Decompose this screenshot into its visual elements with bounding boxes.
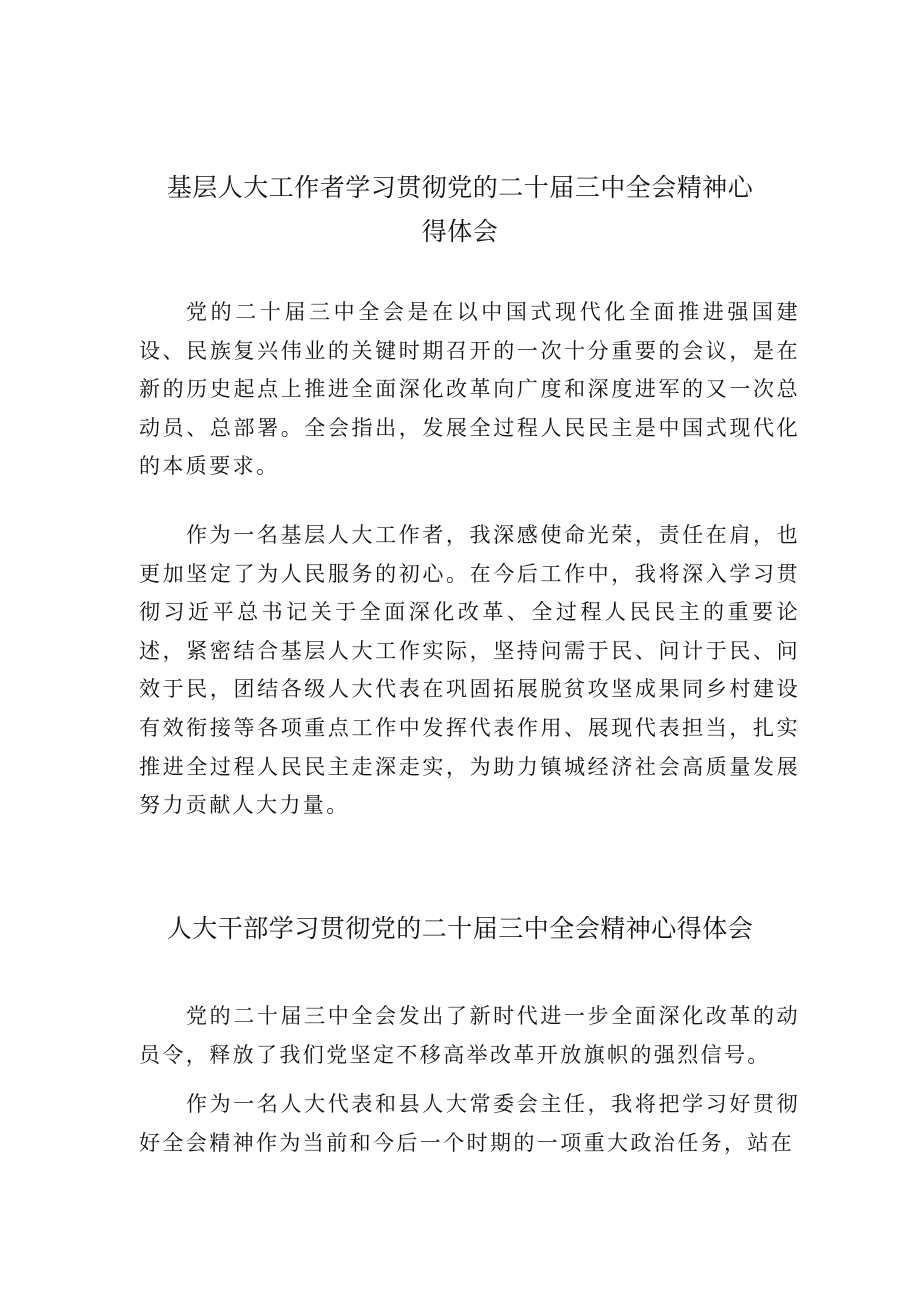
article-2-paragraph-1: 党的二十届三中全会发出了新时代进一步全面深化改革的动员令，释放了我们党坚定不移高举改革开放旗帜的强烈信号。	[139, 1004, 800, 1067]
article-1-paragraph-2: 作为一名基层人大工作者，我深感使命光荣，责任在肩，也更加坚定了为人民服务的初心。在今后工作中，我将深入学习贯彻习近平总书记关于全面深化改革、全过程人民民主的重要论述，紧密结合基层人大工作实际，坚持问需于民、问计于民、问效于民，团结各级人大代表在巩固拓展脱贫攻坚成果同乡村建设有效衔接等各项重点工作中发挥代表作用、展现代表担当，扎实推进全过程人民民主走深走实，为助力镇城经济社会高质量发展努力贡献人大力量。	[139, 523, 800, 818]
article-1-title	[0, 166, 920, 254]
article-2-title: 人大干部学习贯彻党的二十届三中全会精神心得体会	[166, 914, 754, 943]
article-1-paragraph-1: 党的二十届三中全会是在以中国式现代化全面推进强国建设、民族复兴伟业的关键时期召开的一次十分重要的会议，是在新的历史起点上推进全面深化改革向广度和深度进军的又一次总动员、总部署。全会指出，发展全过程人民民主是中国式现代化的本质要求。	[139, 300, 800, 479]
article-1-title-line-1: 基层人大工作者学习贯彻党的二十届三中全会精神心	[166, 173, 754, 202]
article-1-title-line-2: 得体会	[421, 217, 499, 246]
article-2-paragraph-2: 作为一名人大代表和县人大常委会主任，我将把学习好贯彻好全会精神作为当前和今后一个时期的一项重大政治任务，站在	[139, 1092, 800, 1155]
